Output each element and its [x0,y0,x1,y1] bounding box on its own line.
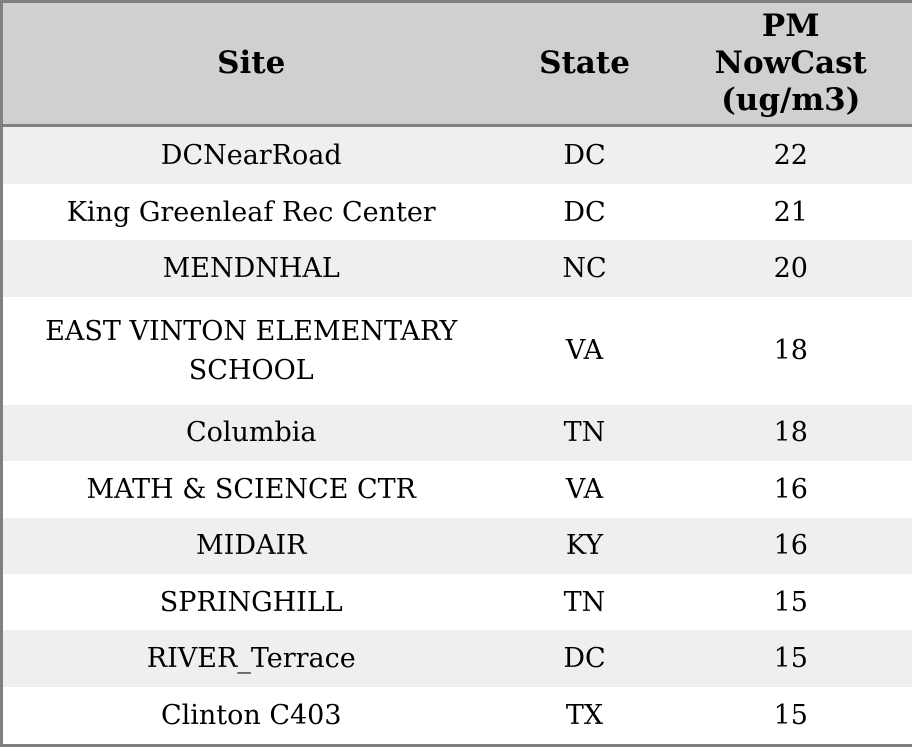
table-row [2,240,912,296]
column-header-pm-nowcast [670,2,912,126]
pm-nowcast-cell: 18 [773,417,808,449]
column-header-state [500,2,670,126]
pm-nowcast-cell: 22 [773,139,808,171]
table-row [2,574,912,630]
table-row [2,461,912,517]
table-row [2,297,912,405]
site-cell: EAST VINTON ELEMENTARY SCHOOL [45,315,458,386]
pm-nowcast-cell: 18 [773,335,808,367]
site-cell: MENDNHAL [162,253,340,285]
column-header-pm-nowcast-label: PM NowCast (ug/m3) [714,7,867,119]
site-cell: MIDAIR [196,530,307,562]
column-header-state-label: State [539,44,630,81]
site-cell: Columbia [185,417,317,449]
state-cell: DC [563,196,606,228]
table-row [2,184,912,240]
column-header-site [2,2,500,126]
state-cell: DC [563,643,606,675]
table-row [2,630,912,686]
pm-nowcast-cell: 21 [773,196,808,228]
site-cell: Clinton C403 [160,699,342,731]
site-cell: King Greenleaf Rec Center [66,196,436,228]
state-cell: KY [565,530,604,562]
pm-nowcast-cell: 16 [773,530,808,562]
column-header-site-label: Site [217,44,286,81]
state-cell: TN [563,586,606,618]
site-cell: MATH & SCIENCE CTR [86,473,417,505]
pm-nowcast-cell: 15 [773,643,808,675]
pm-nowcast-cell: 20 [773,253,808,285]
site-cell: RIVER_Terrace [146,643,356,675]
state-cell: TN [563,417,606,449]
header-row [2,2,912,126]
state-cell: DC [563,139,606,171]
table-row [2,126,912,184]
pm-nowcast-cell: 16 [773,473,808,505]
table-row [2,405,912,461]
state-cell: VA [565,473,604,505]
state-cell: TX [565,699,604,731]
state-cell: VA [565,335,604,367]
table-row [2,687,912,746]
site-cell: DCNearRoad [160,139,342,171]
pm-nowcast-cell: 15 [773,586,808,618]
state-cell: NC [562,253,607,285]
pm-nowcast-cell: 15 [773,699,808,731]
site-cell: SPRINGHILL [159,586,343,618]
table-row [2,518,912,574]
